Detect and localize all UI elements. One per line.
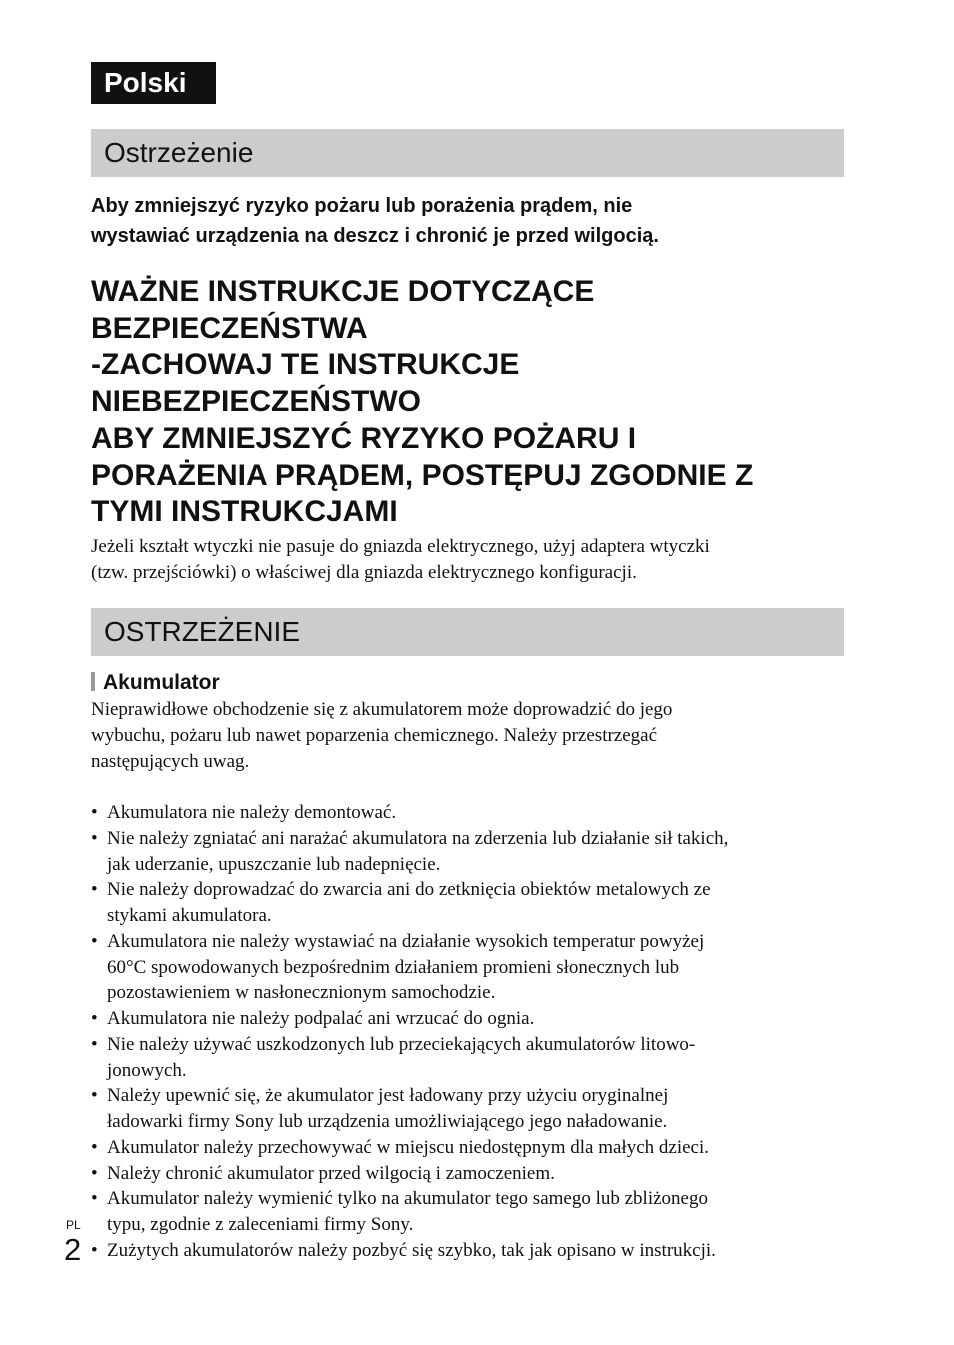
bold-warning-line: Aby zmniejszyć ryzyko pożaru lub porażenia prądem, nie (91, 195, 633, 217)
intro-line: wybuchu, pożaru lub nawet poparzenia chemicznego. Należy przestrzegać (91, 725, 658, 746)
list-item-line: • Akumulatora nie należy wystawiać na działanie wysokich temperatur powyżej (107, 930, 705, 952)
list-item-line: ładowarki firmy Sony lub urządzenia umożliwiającego jego naładowanie. (107, 1111, 668, 1132)
list-item (91, 800, 851, 826)
list-item-line: • Nie należy używać uszkodzonych lub przeciekających akumulatorów litowo- (107, 1033, 696, 1055)
list-item-line: pozostawieniem w nasłonecznionym samochodzie. (107, 982, 496, 1004)
list-item (91, 826, 851, 878)
heading-line: -ZACHOWAJ TE INSTRUKCJE (91, 348, 520, 382)
section-title-warning-caps: OSTRZEŻENIE (91, 608, 844, 656)
list-item (91, 1032, 851, 1084)
list-item-line: • Zużytych akumulatorów należy pozbyć się szybko, tak jak opisano w instrukcji. (107, 1239, 716, 1261)
language-tab: Polski (91, 62, 216, 104)
list-item-line: jak uderzanie, upuszczanie lub nadepnięcie. (107, 853, 441, 875)
battery-intro (91, 697, 791, 775)
list-item-line: 60°C spowodowanych bezpośrednim działaniem promieni słonecznych lub (107, 956, 680, 978)
subheading-battery (91, 670, 220, 696)
intro-line: następujących uwag. (91, 751, 250, 772)
page-number: 2 (64, 1232, 82, 1267)
list-item-line: jonowych. (107, 1059, 187, 1081)
heading-line: NIEBEZPIECZEŃSTWO (91, 385, 422, 419)
list-item (91, 1238, 851, 1264)
list-item (91, 1161, 851, 1187)
list-item (91, 1083, 851, 1135)
section-title-warning: Ostrzeżenie (91, 129, 844, 177)
plug-note-line: Jeżeli kształt wtyczki nie pasuje do gniazda elektrycznego, użyj adaptera wtyczki (91, 536, 710, 557)
list-item-line: • Akumulator należy przechowywać w miejscu niedostępnym dla małych dzieci. (107, 1136, 709, 1158)
battery-precautions-list (91, 800, 851, 1264)
list-item (91, 1006, 851, 1032)
heading-line: ABY ZMNIEJSZYĆ RYZYKO POŻARU I (91, 421, 637, 455)
plug-note-line: (tzw. przejściówki) o właściwej dla gniazda elektrycznego konfiguracji. (91, 562, 637, 583)
subheading-marker-icon (91, 672, 95, 691)
list-item (91, 1186, 851, 1238)
list-item-line: typu, zgodnie z zaleceniami firmy Sony. (107, 1214, 414, 1235)
heading-line: PORAŻENIA PRĄDEM, POSTĘPUJ ZGODNIE Z (91, 458, 754, 492)
list-item-line: stykami akumulatora. (107, 905, 272, 926)
list-item-line: • Nie należy doprowadzać do zwarcia ani do zetknięcia obiektów metalowych ze (107, 879, 711, 901)
list-item-line: • Akumulatora nie należy podpalać ani wrzucać do ognia. (107, 1008, 535, 1029)
list-item-line: • Akumulator należy wymienić tylko na akumulator tego samego lub zbliżonego (107, 1188, 708, 1210)
list-item-line: • Akumulatora nie należy demontować. (107, 802, 397, 823)
intro-line: Nieprawidłowe obchodzenie się z akumulatorem może doprowadzić do jego (91, 699, 673, 720)
list-item-line: • Należy chronić akumulator przed wilgocią i zamoczeniem. (107, 1162, 555, 1184)
subheading-text: Akumulator (103, 671, 220, 694)
heading-line: BEZPIECZEŃSTWA (91, 311, 368, 345)
list-item-line: • Należy upewnić się, że akumulator jest ładowany przy użyciu oryginalnej (107, 1085, 669, 1107)
list-item-line: • Nie należy zgniatać ani narażać akumulatora na zderzenia lub działanie sił takich, (107, 827, 729, 849)
bold-warning (91, 191, 851, 251)
list-item (91, 929, 851, 1006)
heading-line: WAŻNE INSTRUKCJE DOTYCZĄCE (91, 275, 595, 308)
heading-line: TYMI INSTRUKCJAMI (91, 495, 398, 529)
list-item (91, 1135, 851, 1161)
page-language-code: PL (66, 1218, 81, 1232)
plug-adapter-note (91, 534, 851, 586)
list-item (91, 877, 851, 929)
bold-warning-line: wystawiać urządzenia na deszcz i chronić je przed wilgocią. (91, 225, 659, 247)
safety-instructions-heading (91, 274, 871, 531)
